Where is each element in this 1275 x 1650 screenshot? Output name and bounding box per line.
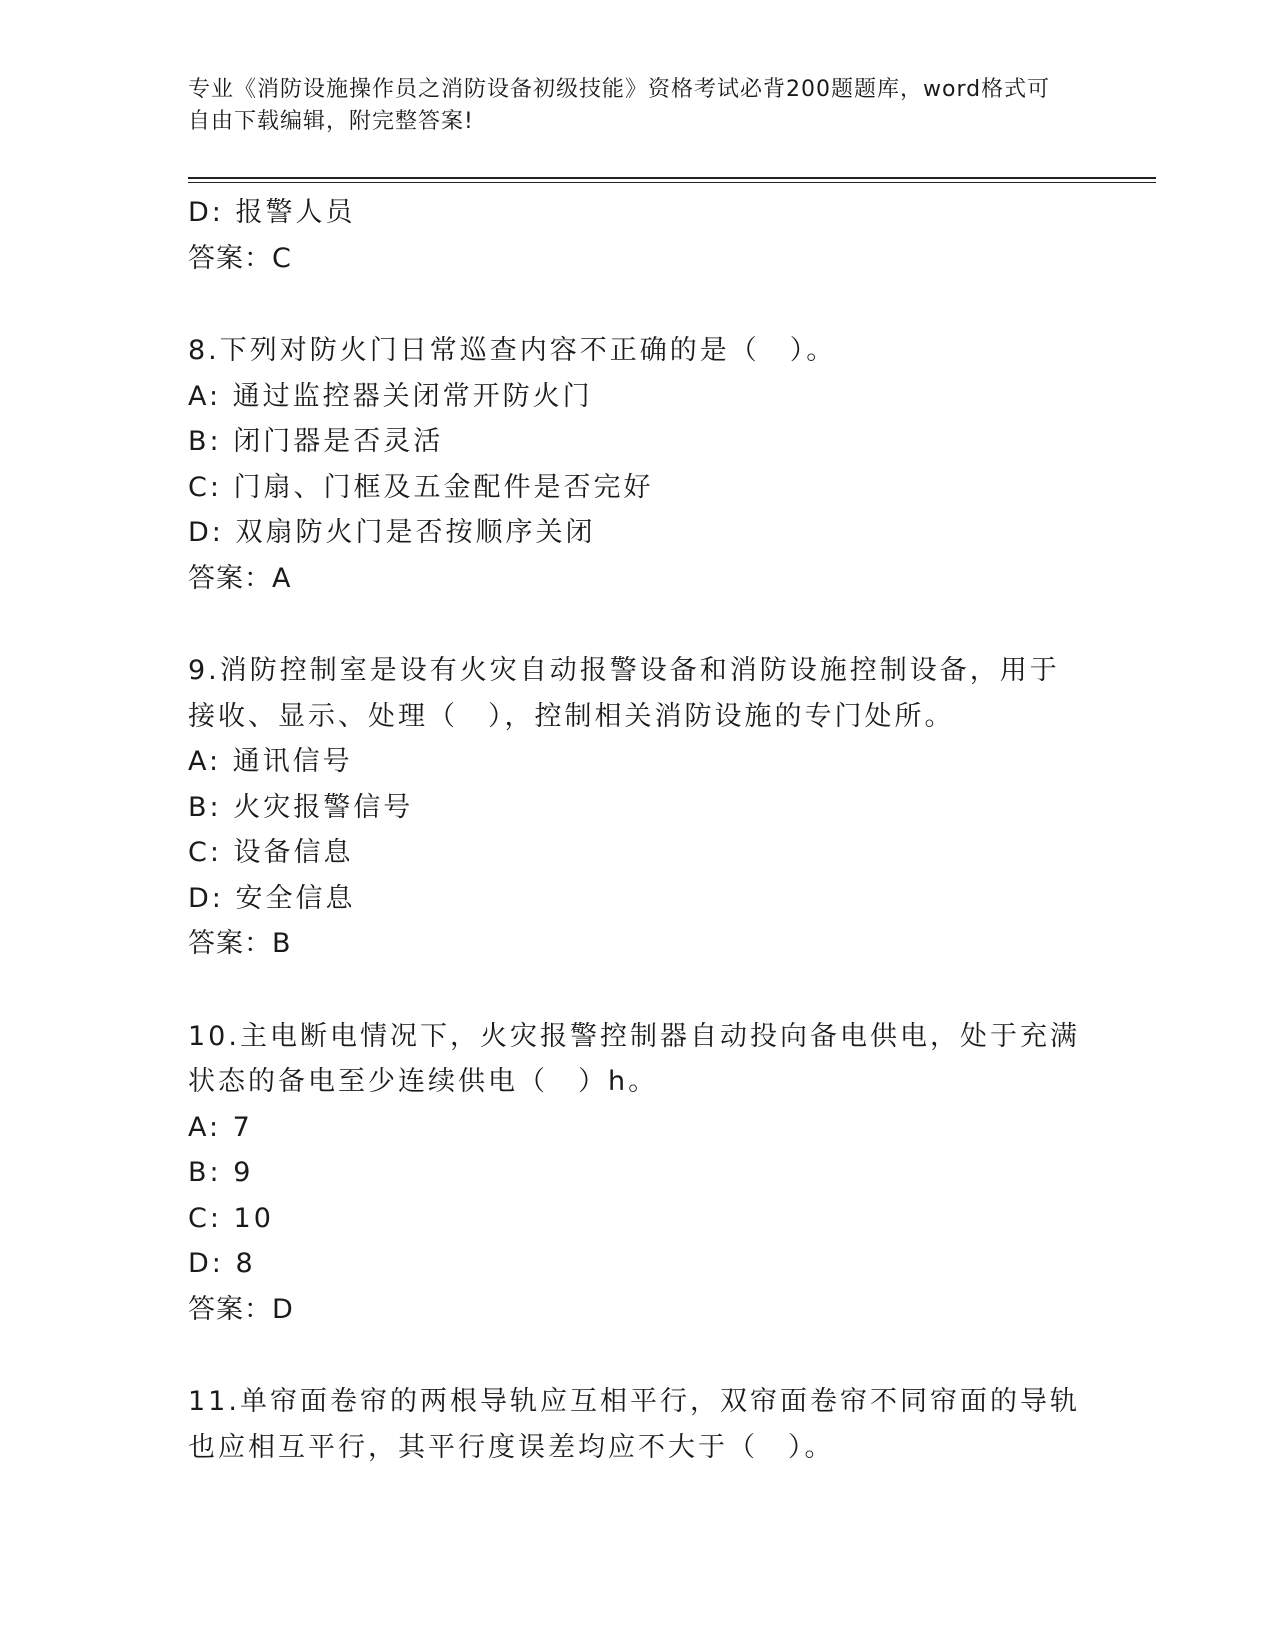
- question-stem: 9.消防控制室是设有火灾自动报警设备和消防设施控制设备，用于接收、显示、处理（ ），控制相关消防设施的专门处所。: [188, 655, 1060, 732]
- option-a: A: 通讯信号: [188, 746, 353, 777]
- question-8: [188, 328, 1088, 601]
- question-stem: 8.下列对防火门日常巡查内容不正确的是（ ）。: [188, 335, 837, 366]
- option-a: A: 通过监控器关闭常开防火门: [188, 380, 593, 412]
- option-d: D: 8: [188, 1248, 256, 1279]
- option-c: C: 10: [188, 1202, 274, 1234]
- option-a: A: 7: [188, 1111, 253, 1143]
- question-7-answer: 答案：C: [188, 242, 292, 274]
- option-c: C: 门扇、门框及五金配件是否完好: [188, 471, 654, 503]
- option-b: B: 9: [188, 1157, 254, 1188]
- question-stem: 10.主电断电情况下，火灾报警控制器自动投向备电供电，处于充满状态的备电至少连续供电（ ）h。: [188, 1020, 1080, 1097]
- question-9: [188, 648, 1088, 967]
- option-c: C: 设备信息: [188, 837, 354, 868]
- answer-line: 答案：D: [188, 1293, 294, 1325]
- header-divider-thick: [188, 177, 1156, 179]
- option-d: D: 双扇防火门是否按顺序关闭: [188, 517, 596, 548]
- answer-line: 答案：B: [188, 928, 292, 959]
- option-b: B: 火灾报警信号: [188, 791, 414, 823]
- question-stem: 11.单帘面卷帘的两根导轨应互相平行，双帘面卷帘不同帘面的导轨也应相互平行，其平行度误差均应不大于（ ）。: [188, 1386, 1080, 1463]
- question-10: [188, 1014, 1088, 1333]
- question-7-option-d: D: 报警人员: [188, 197, 356, 228]
- question-11: [188, 1379, 1088, 1470]
- answer-line: 答案：A: [188, 562, 292, 594]
- option-d: D: 安全信息: [188, 882, 356, 914]
- header-divider-thin: [188, 182, 1156, 183]
- option-b: B: 闭门器是否灵活: [188, 426, 444, 457]
- document-header: 专业《消防设施操作员之消防设备初级技能》资格考试必背200题题库，word格式可自由下载编辑，附完整答案!: [188, 77, 1051, 134]
- document-body: [188, 190, 1088, 1470]
